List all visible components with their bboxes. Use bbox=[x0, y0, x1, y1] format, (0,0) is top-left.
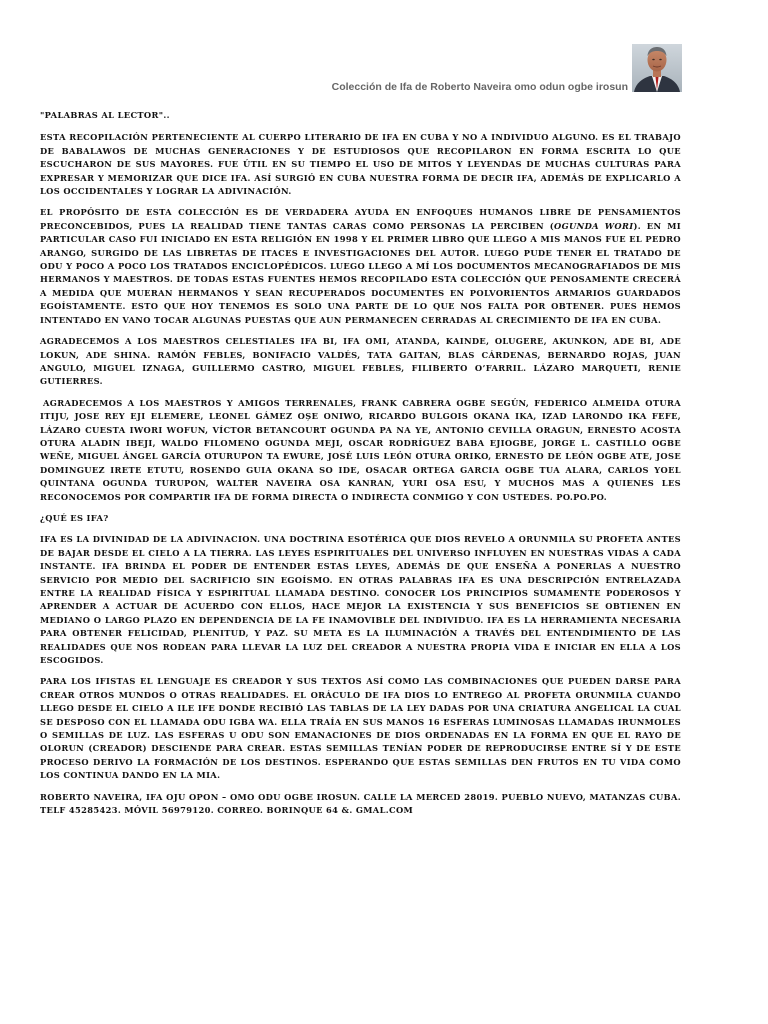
paragraph-author-contact: ROBERTO NAVEIRA, IFA OJU OPON – OMO ODU OGBE IROSUN. CALLE LA MERCED 28019. PUEBLO NUEVO, MATANZAS CUBA. TELF 45285423. MÓVIL 56979120. CORREO. BORINQUE 64 &. GMAL.COM bbox=[40, 791, 681, 816]
document-heading: "PALABRAS AL LECTOR".. bbox=[40, 110, 170, 120]
document-body bbox=[40, 109, 681, 826]
paragraph-what-is-ifa: IFA ES LA DIVINIDAD DE LA ADIVINACION. UNA DOCTRINA ESOTÉRICA QUE DIOS REVELO A ORUNMILA SU PROFETA ANTES DE BAJAR DESDE EL CIELO A LA TIERRA. LAS LEYES ESPIRITUALES DEL UNIVERSO INFLUYEN EN NUESTRAS VIDAS A CADA INSTANTE. IFA BRINDA EL PODER DE ENTENDER ESTAS LEYES, ADEMÁS DE QUE ENSEÑA A PONERLAS A NUESTRO SERVICIO POR MEDIO DEL SACRIFICIO SIN EGOÍSMO. EN OTRAS PALABRAS IFA ES UNA DESCRIPCIÓN ENTRELAZADA ENTRE LA REALIDAD FÍSICA Y ESPIRITUAL LLAMADA DESTINO. CONOCER LOS PRINCIPIOS SUMAMENTE PODEROSOS Y APRENDER A ACTUAR DE ACUERDO CON ELLOS, HACE MEJOR LA EXISTENCIA Y SUS BENEFICIOS SE OBTIENEN EN MEDIANO O LARGO PLAZO EN DEPENDENCIA DE LA FE INAMOVIBLE DEL INDIVIDUO. IFA ES LA HERRAMIENTA NECESARIA PARA OBTENER FELICIDAD, PLENITUD, Y PAZ. SU META ES LA ILUMINACIÓN A TRAVÉS DEL ENTENDIMIENTO DE LAS REALIDADES QUE NOS RODEAN PARA LLEVAR LA LUZ DEL CREADOR A NUESTRA PROPIA VIDA E INICIAR EN ELLA A LOS ESCOGIDOS. bbox=[40, 534, 681, 666]
paragraph-purpose bbox=[40, 206, 681, 327]
section-heading-what-is-ifa: ¿QUÉ ES IFA? bbox=[40, 512, 109, 523]
paragraph-language-creator: PARA LOS IFISTAS EL LENGUAJE ES CREADOR Y SUS TEXTOS ASÍ COMO LAS COMBINACIONES QUE PUEDEN DARSE PARA CREAR OTROS MUNDOS O OTRAS REALIDADES. EL ORÁCULO DE IFA DIOS LO ENTREGO AL PROFETA ORUNMILA CUANDO LLEGO DESDE EL CIELO A ILE IFE DONDE RECIBIÓ LAS TABLAS DE LA LEY DADAS POR UNA CRIATURA ANGELICAL LA CUAL SE DESPOSO CON EL LLAMADA ODU IGBA WA. ELLA TRAÍA EN SUS MANOS 16 ESFERAS LUMINOSAS LLAMADAS IRUNMOLES O SEMILLAS DE LUZ. LAS ESFERAS U ODU SON EMANACIONES DE DIOS ORDENADAS EN LA FORMA EN QUE EL RAYO DE OLORUN (CREADOR) DESCIENDE PARA CREAR. ESTAS SEMILLAS TENÍAN PODER DE REPRODUCIRSE ENTRE SÍ Y DE ESTE PROCESO DERIVO LA FORMACIÓN DE LOS DESTINOS. ESPERANDO QUE ESTAS SEMILLAS DEN FRUTOS EN TU VIDA COMO LOS CONTINUA DANDO EN LA MIA. bbox=[40, 676, 681, 781]
collection-title: Colección de Ifa de Roberto Naveira omo odun ogbe irosun bbox=[331, 81, 628, 93]
page-header bbox=[0, 44, 768, 94]
purpose-text-part-2: ). EN MI PARTICULAR CASO FUI INICIADO EN ESTA RELIGIÓN EN 1998 Y EL PRIMER LIBRO QUE LLEGO A MIS MANOS FUE EL PEDRO ARANGO, SURGIDO DE LAS LIBRETAS DE ITACES E INVESTIGACIONES DEL AUTOR. LUEGO PUDE TENER EL TRATADO DE ODU Y POCO A POCO LOS TRATADOS ENCICLOPÉDICOS. LUEGO LLEGO A MÍ LOS DOCUMENTOS MECANOGRAFIADOS DE MIS HERMANOS Y MAESTROS. DE TODAS ESTAS FUENTES HEMOS RECOPILADO ESTA COLECCIÓN QUE PENOSAMENTE CRECERÁ A MEDIDA QUE MUERAN HERMANOS Y SEAN RECUPERADOS DOCUMENTES EN POLVORIENTOS ARMARIOS GUARDADOS EGOÍSTAMENTE. ESTO QUE HOY TENEMOS ES SOLO UNA PARTE DE LO QUE NOS FALTA POR OBTENER. PUES HEMOS INTENTADO EN VANO TOCAR ALGUNAS PUESTAS QUE AUN PERMANECEN CERRADAS AL CRECIMIENTO DE IFA EN CUBA. bbox=[40, 220, 681, 325]
paragraph-compilation: ESTA RECOPILACIÓN PERTENECIENTE AL CUERPO LITERARIO DE IFA EN CUBA Y NO A INDIVIDUO ALGUNO. ES EL TRABAJO DE BABALAWOS DE MUCHAS GENERACIONES Y DE ESTUDIOSOS QUE RECOPILARON EN FORMA ESCRITA LO QUE ESCUCHARON DE SUS MAYORES. FUE ÚTIL EN SU TIEMPO EL USO DE MITOS Y LEYENDAS DE MUCHAS CULTURAS PARA EXPRESAR Y MEMORIZAR QUE DICE IFA. ASÍ SURGIÓ EN CUBA NUESTRA FORMA DE DECIR IFA, ADEMÁS DE EXPLICARLO A LOS OCCIDENTALES Y LOGRAR LA ADIVINACIÓN. bbox=[40, 132, 681, 197]
author-portrait-icon bbox=[632, 44, 682, 92]
paragraph-celestial-masters: AGRADECEMOS A LOS MAESTROS CELESTIALES IFA BI, IFA OMI, ATANDA, KAINDE, OLUGERE, AKUNKON, ADE BI, ADE LOKUN, ADE SHINA. RAMÓN FEBLES, BONIFACIO VALDÉS, TATA GAITAN, BLAS CÁRDENAS, BERNARDO ROJAS, JUAN ANGULO, MIGUEL IZNAGA, GUILLERMO CASTRO, MIGUEL FEBLES, FILIBERTO O’FARRIL. LÁZARO MARQUETI, RENIE GUTIERRES. bbox=[40, 336, 681, 387]
paragraph-terrestrial-masters: AGRADECEMOS A LOS MAESTROS Y AMIGOS TERRENALES, FRANK CABRERA OGBE SEGÚN, FEDERICO ALMEIDA OTURA ITIJU, JOSE REY EJI ELEMERE, LEONEL GÁMEZ OȘE ONIWO, RICARDO BULGOIS OKANA IKA, IZAD LARONDO IKA FEFE, LÁZARO CUESTA IWORI WOFUN, VÍCTOR BETANCOURT OGUNDA PA NA YE, ANTONIO CEVILLA ORAGUN, ERNESTO ACOSTA OTURA ALADIN IBEJI, WALDO FILOMENO OGUNDA MEJI, OSCAR RODRÍGUEZ BABA EJIOGBE, JORGE L. CASTILLO OGBE WEÑE, MIGUEL ÁNGEL GARCÍA OTURUPON TA EWURE, JOSÉ LUIS LEÓN OTURA ORIKO, ERNESTO DE LEÓN OGBE ATE, JOSE DOMINGUEZ IRETE ETUTU, ROSENDO GUIA OKANA SO IDE, OSACAR ORTEGA GARCIA OGBE TUA ALARA, CARLOS YOEL QUINTANA OGUNDA TURUPON, WALTER NAVEIRA OSA KANRAN, YURI OSA ESU, Y MUCHOS MAS A QUIENES LES RECONOCEMOS POR COMPARTIR IFA DE FORMA DIRECTA O INDIRECTA CONMIGO Y CON USTEDES. PO.PO.PO. bbox=[40, 397, 681, 502]
purpose-text-part-1: EL PROPÓSITO DE ESTA COLECCIÓN ES DE VERDADERA AYUDA EN ENFOQUES HUMANOS LIBRE DE PENSAMIENTOS PRECONCEBIDOS, PUES LA REALIDAD TIENE TANTAS CARAS COMO PERSONAS LA PERCIBEN ( bbox=[40, 207, 681, 231]
purpose-odu-name: OGUNDA WORI bbox=[554, 220, 634, 231]
